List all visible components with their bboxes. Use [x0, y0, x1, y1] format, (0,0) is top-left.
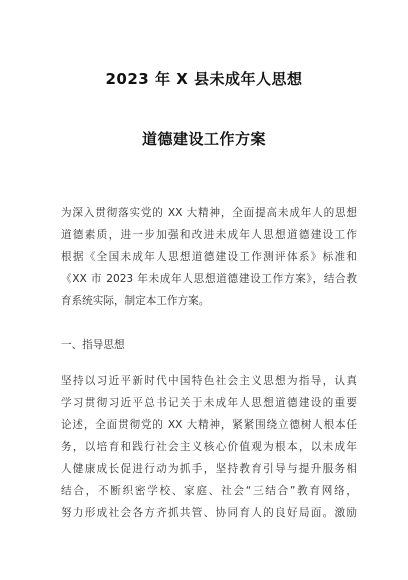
paragraph-line: 为深入贯彻落实党的 XX 大精神，全面提高未成年人的思想 — [61, 207, 357, 219]
paragraph-line: 育系统实际，制定本工作方案。 — [61, 295, 210, 307]
document-title-line-1: 2023 年 X 县未成年人思想 — [105, 70, 303, 88]
paragraph-line: 道德素质，进一步加强和改进未成年人思想道德建设工作 — [61, 229, 357, 241]
intro-paragraph — [61, 202, 357, 312]
section-heading-text: 一、指导思想 — [61, 339, 125, 351]
paragraph-line: 努力形成社会各方齐抓共管、协同育人的良好局面。激励 — [61, 507, 357, 519]
document-title-line-2: 道德建设工作方案 — [141, 130, 266, 148]
paragraph-line: 结合，不断织密学校、家庭、社会“三结合”教育网络， — [61, 485, 357, 497]
paragraph-line: 学习贯彻习近平总书记关于未成年人思想道德建设的重要 — [61, 397, 357, 409]
paragraph-line: 务，以培育和践行社会主义核心价值观为根本，以未成年 — [61, 441, 357, 453]
section-heading — [61, 334, 357, 356]
paragraph-line: 人健康成长促进行动为抓手，坚持教育引导与提升服务相 — [61, 463, 357, 475]
paragraph-line: 根据《全国未成年人思想道德建设工作测评体系》标准和 — [61, 251, 357, 263]
paragraph-line: 《XX 市 2023 年未成年人思想道德建设工作方案》，结合教 — [61, 273, 357, 285]
guiding-ideology-paragraph — [61, 370, 357, 524]
paragraph-line: 坚持以习近平新时代中国特色社会主义思想为指导，认真 — [61, 375, 357, 387]
paragraph-line: 论述，全面贯彻党的 XX 大精神，紧紧围绕立德树人根本任 — [61, 419, 357, 431]
